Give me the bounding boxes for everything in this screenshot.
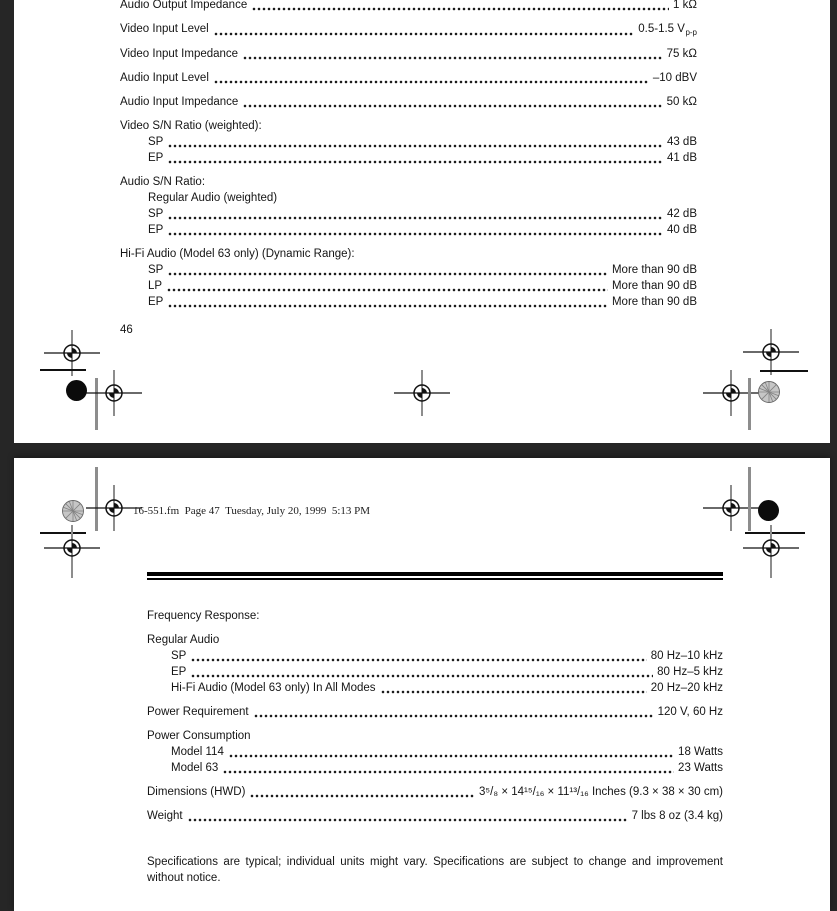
dot-leader — [243, 55, 663, 61]
spec-value — [667, 134, 697, 150]
spec-label: SP — [148, 208, 164, 220]
dot-leader — [168, 215, 663, 221]
spec-value — [612, 262, 697, 278]
registration-mark-icon — [701, 363, 761, 423]
spec-row — [147, 808, 723, 824]
spec-label: Model 114 — [171, 745, 224, 758]
spec-row — [120, 118, 697, 134]
dot-leader — [168, 231, 663, 237]
spec-value — [612, 294, 697, 310]
spec-label: EP — [171, 665, 187, 678]
spec-value-text: More than 90 dB — [611, 280, 697, 292]
spec-value — [479, 784, 723, 800]
spec-value-text: More than 90 dB — [611, 296, 697, 308]
spec-value-text: 23 Watts — [678, 761, 723, 774]
spec-value — [667, 150, 697, 166]
spec-value-text: 120 V, 60 Hz — [657, 705, 723, 718]
dot-leader — [191, 673, 653, 679]
dot-leader — [254, 713, 654, 719]
spec-value — [667, 46, 697, 62]
spec-row — [147, 728, 723, 744]
spec-value-text: 50 kΩ — [666, 96, 697, 108]
spec-value — [612, 278, 697, 294]
spec-label: SP — [148, 264, 164, 276]
spec-row — [120, 70, 697, 86]
dot-leader — [167, 287, 608, 293]
spec-row — [120, 21, 697, 38]
spec-row — [147, 664, 723, 680]
spec-value-text: 18 Watts — [678, 745, 723, 758]
spec-value — [667, 94, 697, 110]
spec-row — [120, 150, 697, 166]
framemaker-slug-line: 16-551.fm Page 47 Tuesday, July 20, 1999 5:13 PM — [133, 505, 371, 517]
spec-value — [667, 206, 697, 222]
spec-row — [120, 206, 697, 222]
dot-leader — [168, 271, 608, 277]
spec-row — [147, 632, 723, 648]
spec-label: Model 63 — [171, 761, 219, 774]
spec-label: SP — [171, 649, 187, 662]
spec-row — [147, 744, 723, 760]
spec-label: EP — [148, 152, 164, 164]
dot-leader — [214, 31, 635, 37]
spec-label: Frequency Response: — [147, 609, 260, 622]
spec-label: Audio Input Impedance — [120, 96, 239, 108]
spec-label: Regular Audio — [147, 633, 220, 646]
dot-leader — [168, 303, 608, 309]
spec-value-text: 42 dB — [666, 208, 697, 220]
spec-row — [147, 784, 723, 800]
spec-value-text: 7 lbs 8 oz (3.4 kg) — [631, 809, 723, 822]
spec-label: Hi-Fi Audio (Model 63 only) (Dynamic Range): — [120, 248, 355, 260]
spec-row — [120, 262, 697, 278]
dot-leader — [381, 689, 647, 695]
crop-line — [760, 370, 808, 372]
dot-leader — [191, 657, 646, 663]
page-number: 46 — [120, 324, 133, 336]
spec-value — [651, 648, 723, 664]
registration-mark-icon — [741, 518, 801, 578]
bleed-bar — [748, 378, 751, 430]
dot-leader — [229, 753, 674, 759]
spec-row — [147, 648, 723, 664]
spec-list-page-46 — [120, 0, 697, 310]
spec-label: EP — [148, 224, 164, 236]
spec-value-text: 41 dB — [666, 152, 697, 164]
spec-row — [120, 94, 697, 110]
spec-list-page-47 — [147, 572, 723, 886]
spec-label: Power Requirement — [147, 705, 249, 718]
spec-row — [120, 222, 697, 238]
spec-row — [147, 760, 723, 776]
spec-value — [678, 760, 723, 776]
disclaimer-text: Specifications are typical; individual units might vary. Specifications are subject to change and improvement without notice. — [147, 855, 723, 884]
dot-leader — [250, 793, 475, 799]
registration-mark-icon — [42, 518, 102, 578]
spec-value — [673, 0, 697, 13]
spec-label: Video Input Level — [120, 23, 209, 35]
dot-leader — [223, 769, 674, 775]
spec-row — [120, 46, 697, 62]
spec-value-text: 0.5-1.5 V — [638, 23, 685, 35]
crop-line — [40, 369, 86, 371]
dot-leader — [168, 159, 663, 165]
dot-leader — [243, 103, 662, 109]
spec-label: Video Input Impedance — [120, 48, 239, 60]
spec-value — [653, 70, 697, 86]
spec-label: Power Consumption — [147, 729, 251, 742]
spec-label: Audio Output Impedance — [120, 0, 248, 11]
spec-label: EP — [148, 296, 164, 308]
registration-mark-icon — [392, 363, 452, 423]
spec-value-text: 40 dB — [666, 224, 697, 236]
spec-value-text: 3⁵/₈ × 14¹⁵/₁₆ × 11¹³/₁₆ Inches (9.3 × 38 × 30 cm) — [479, 785, 723, 798]
dot-leader — [188, 817, 628, 823]
spec-label: Weight — [147, 809, 183, 822]
spec-row — [120, 134, 697, 150]
spec-label: Audio Input Level — [120, 72, 209, 84]
dot-leader — [252, 6, 669, 12]
dot-leader — [168, 143, 663, 149]
spec-value-text: 80 Hz–5 kHz — [657, 665, 723, 678]
spec-value — [632, 808, 723, 824]
spec-value — [638, 21, 697, 38]
spec-value — [657, 664, 723, 680]
header-rule-thin — [147, 578, 723, 580]
header-rule-thick — [147, 572, 723, 576]
dot-leader — [214, 79, 649, 85]
spec-value-subscript: p-p — [685, 28, 697, 37]
crop-dot-hatched-icon — [757, 380, 781, 404]
spec-row — [120, 294, 697, 310]
spec-value-text: More than 90 dB — [611, 264, 697, 276]
spec-value — [667, 222, 697, 238]
spec-value — [658, 704, 723, 720]
spec-value-text: 1 kΩ — [673, 0, 697, 11]
spec-row — [147, 608, 723, 624]
spec-row — [120, 190, 697, 206]
spec-row — [147, 680, 723, 696]
spec-label: Video S/N Ratio (weighted): — [120, 120, 262, 132]
spec-label: SP — [148, 136, 164, 148]
spec-value-text: –10 dBV — [652, 72, 697, 84]
spec-label: Audio S/N Ratio: — [120, 176, 206, 188]
spec-row — [147, 704, 723, 720]
spec-label: LP — [148, 280, 163, 292]
spec-value-text: 20 Hz–20 kHz — [650, 681, 723, 694]
spec-value — [651, 680, 723, 696]
spec-row — [120, 174, 697, 190]
spec-row — [120, 0, 697, 13]
spec-label: Dimensions (HWD) — [147, 785, 246, 798]
spec-value — [678, 744, 723, 760]
spec-label: Hi-Fi Audio (Model 63 only) In All Modes — [171, 681, 376, 694]
registration-mark-icon — [84, 363, 144, 423]
spec-row — [120, 246, 697, 262]
spec-value-text: 75 kΩ — [666, 48, 697, 60]
spec-row — [120, 278, 697, 294]
spec-value-text: 43 dB — [666, 136, 697, 148]
spec-value-text: 80 Hz–10 kHz — [650, 649, 723, 662]
spec-label: Regular Audio (weighted) — [148, 192, 278, 204]
